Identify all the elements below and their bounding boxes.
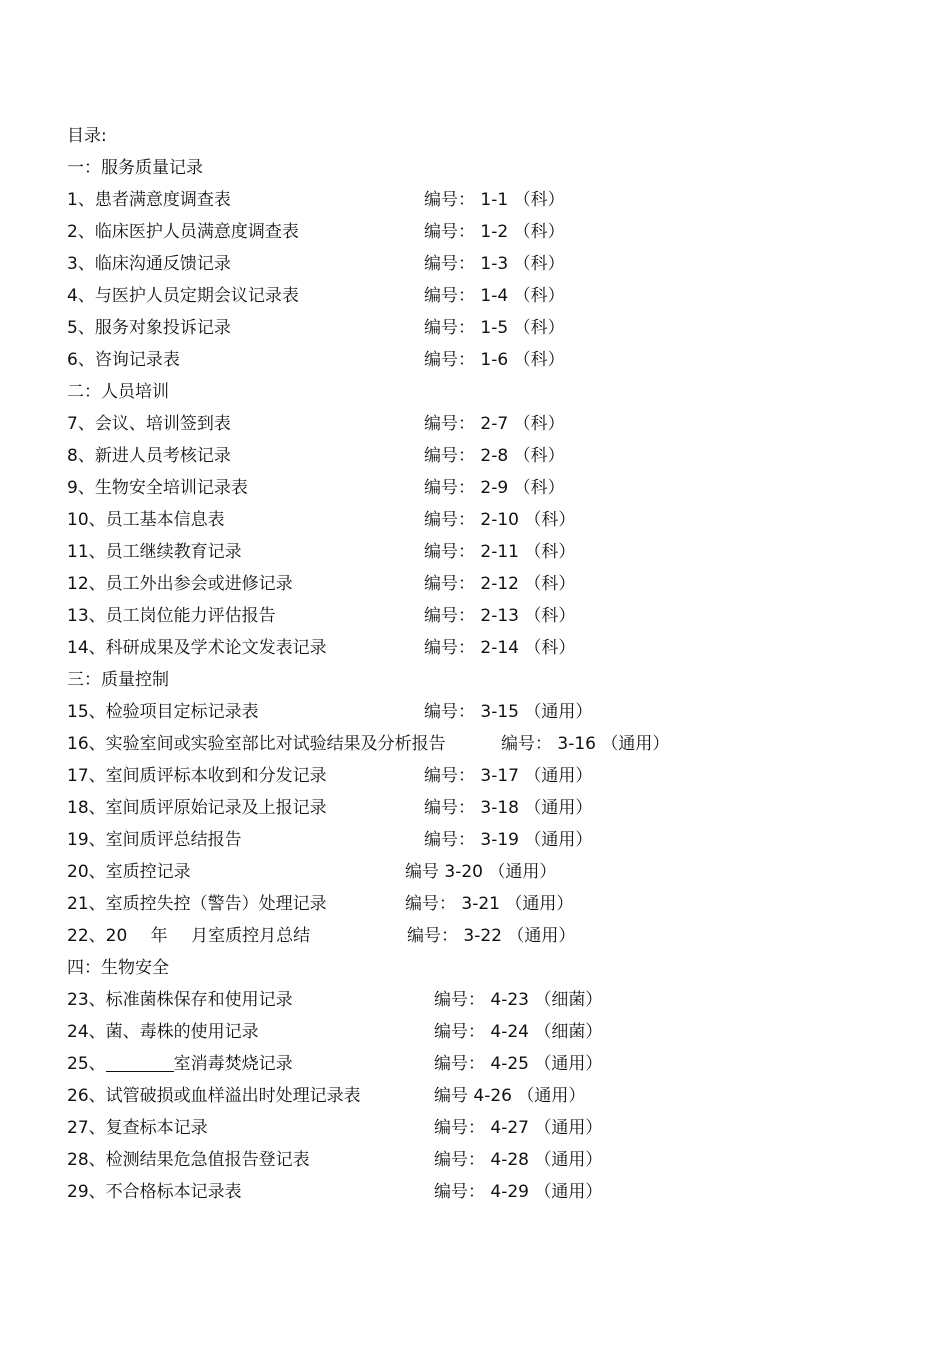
toc-entry: 5、服务对象投诉记录 编号： 1-5 （科） [67,318,565,338]
toc-entry: 6、咨询记录表 编号： 1-6 （科） [67,350,565,370]
toc-entry: 4、与医护人员定期会议记录表 编号： 1-4 （科） [67,286,565,306]
section-heading: 一：服务质量记录 [67,158,203,178]
toc-entry: 17、室间质评标本收到和分发记录 编号： 3-17 （通用） [67,766,593,786]
toc-entry: 9、生物安全培训记录表 编号： 2-9 （科） [67,478,565,498]
toc-entry: 23、标准菌株保存和使用记录 编号： 4-23 （细菌） [67,990,603,1010]
toc-entry: 25、 室消毒焚烧记录 编号： 4-25 （通用） [67,1054,603,1074]
section-heading: 三：质量控制 [67,670,169,690]
toc-entry: 8、新进人员考核记录 编号： 2-8 （科） [67,446,565,466]
toc-entry: 13、员工岗位能力评估报告 编号： 2-13 （科） [67,606,576,626]
toc-entry: 3、临床沟通反馈记录 编号： 1-3 （科） [67,254,565,274]
toc-entry: 16、实验室间或实验室部比对试验结果及分析报告 编号： 3-16 （通用） [67,734,670,754]
section-heading: 四：生物安全 [67,958,169,978]
toc-title: 目录: [67,126,107,146]
toc-entry: 24、菌、毒株的使用记录 编号： 4-24 （细菌） [67,1022,603,1042]
toc-entry: 26、试管破损或血样溢出时处理记录表 编号 4-26 （通用） [67,1086,586,1106]
toc-entry: 1、患者满意度调查表 编号： 1-1 （科） [67,190,565,210]
toc-entry: 14、科研成果及学术论文发表记录 编号： 2-14 （科） [67,638,576,658]
toc-entry: 19、室间质评总结报告 编号： 3-19 （通用） [67,830,593,850]
fill-in-blank [106,1053,174,1072]
toc-entry: 10、员工基本信息表 编号： 2-10 （科） [67,510,576,530]
section-heading: 二：人员培训 [67,382,169,402]
toc-entry: 28、检测结果危急值报告登记表 编号： 4-28 （通用） [67,1150,603,1170]
toc-entry: 27、复查标本记录 编号： 4-27 （通用） [67,1118,603,1138]
toc-entry: 22、20 年 月室质控月总结 编号： 3-22 （通用） [67,926,576,946]
toc-entry: 12、员工外出参会或进修记录 编号： 2-12 （科） [67,574,576,594]
toc-entry: 11、员工继续教育记录 编号： 2-11 （科） [67,542,576,562]
toc-entry: 15、检验项目定标记录表 编号： 3-15 （通用） [67,702,593,722]
toc-entry: 21、室质控失控（警告）处理记录 编号： 3-21 （通用） [67,894,574,914]
toc-entry: 29、不合格标本记录表 编号： 4-29 （通用） [67,1182,603,1202]
toc-entry: 2、临床医护人员满意度调查表 编号： 1-2 （科） [67,222,565,242]
toc-entry: 20、室质控记录 编号 3-20 （通用） [67,862,557,882]
toc-entry: 7、会议、培训签到表 编号： 2-7 （科） [67,414,565,434]
toc-entry: 18、室间质评原始记录及上报记录 编号： 3-18 （通用） [67,798,593,818]
